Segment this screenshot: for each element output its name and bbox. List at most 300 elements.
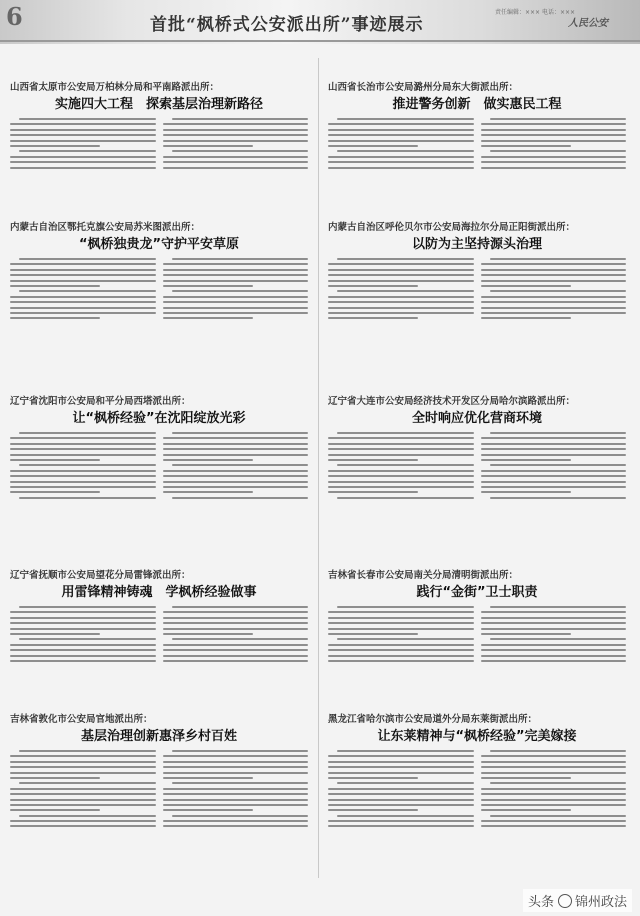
text-line — [481, 633, 571, 635]
text-column — [481, 118, 627, 172]
text-line — [163, 123, 309, 125]
article-headline: 基层治理创新惠泽乡村百姓 — [80, 729, 237, 744]
text-line — [328, 263, 474, 265]
text-line — [163, 274, 309, 276]
text-line — [328, 491, 418, 493]
text-line — [163, 617, 309, 619]
text-line — [328, 611, 474, 613]
text-line — [328, 761, 474, 763]
text-line — [19, 432, 156, 434]
text-column — [481, 606, 627, 665]
text-line — [163, 448, 309, 450]
text-line — [490, 815, 627, 817]
text-line — [481, 481, 627, 483]
text-line — [481, 777, 571, 779]
text-line — [328, 788, 474, 790]
text-line — [328, 269, 474, 271]
text-line — [481, 793, 627, 795]
text-line — [328, 317, 418, 319]
article-5 — [10, 396, 308, 502]
article-3 — [10, 222, 308, 323]
article-body — [328, 432, 626, 502]
text-line — [19, 464, 156, 466]
article-2 — [328, 82, 626, 172]
text-line — [337, 290, 474, 292]
article-1 — [10, 82, 308, 172]
text-line — [481, 161, 627, 163]
text-line — [19, 638, 156, 640]
text-line — [490, 782, 627, 784]
article-body — [328, 118, 626, 172]
text-line — [337, 258, 474, 260]
text-line — [481, 140, 627, 142]
article-kicker: 吉林省长春市公安局南关分局清明街派出所： — [328, 570, 519, 581]
article-body — [10, 258, 308, 323]
text-line — [481, 156, 627, 158]
text-line — [10, 766, 156, 768]
text-line — [481, 622, 627, 624]
text-line — [328, 809, 418, 811]
text-line — [10, 825, 156, 827]
article-9 — [10, 714, 308, 831]
text-line — [172, 432, 309, 434]
text-line — [172, 464, 309, 466]
text-line — [10, 123, 156, 125]
text-line — [481, 280, 627, 282]
text-line — [490, 750, 627, 752]
page-banner — [0, 0, 640, 44]
text-line — [172, 150, 309, 152]
text-line — [490, 290, 627, 292]
text-line — [10, 280, 156, 282]
watermark-platform: 头条 — [527, 895, 554, 910]
watermark-account: 锦州政法 — [574, 895, 627, 910]
article-6 — [328, 396, 626, 502]
text-column — [163, 750, 309, 831]
text-line — [328, 486, 474, 488]
text-column — [163, 432, 309, 502]
text-line — [163, 761, 309, 763]
text-line — [337, 782, 474, 784]
text-line — [163, 140, 309, 142]
text-line — [163, 317, 253, 319]
text-column — [10, 258, 156, 323]
text-line — [328, 448, 474, 450]
text-line — [10, 761, 156, 763]
text-line — [328, 129, 474, 131]
text-line — [163, 475, 309, 477]
text-line — [337, 638, 474, 640]
text-line — [490, 638, 627, 640]
text-line — [328, 470, 474, 472]
text-line — [163, 755, 309, 757]
article-kicker: 内蒙古自治区呼伦贝尔市公安局海拉尔分局正阳街派出所： — [328, 222, 576, 233]
text-line — [163, 167, 309, 169]
text-line — [328, 799, 474, 801]
text-line — [328, 443, 474, 445]
text-line — [328, 793, 474, 795]
text-line — [481, 628, 627, 630]
text-line — [481, 788, 627, 790]
text-line — [10, 793, 156, 795]
banner-meta: 责任编辑：××× 电话：××× — [495, 9, 576, 16]
text-column — [163, 118, 309, 172]
text-line — [481, 804, 627, 806]
text-line — [337, 606, 474, 608]
text-line — [490, 258, 627, 260]
text-line — [328, 156, 474, 158]
text-column — [10, 606, 156, 665]
text-line — [328, 772, 474, 774]
text-line — [481, 269, 627, 271]
text-line — [163, 649, 309, 651]
article-body — [328, 258, 626, 323]
text-line — [481, 437, 627, 439]
text-line — [481, 649, 627, 651]
brand-logo: 人民公安 — [568, 18, 608, 29]
text-line — [163, 145, 253, 147]
text-line — [10, 820, 156, 822]
text-line — [10, 772, 156, 774]
text-line — [328, 475, 474, 477]
text-line — [10, 649, 156, 651]
text-line — [328, 655, 474, 657]
text-line — [10, 622, 156, 624]
article-headline: 实施四大工程 探索基层治理新路径 — [54, 97, 263, 112]
text-line — [337, 815, 474, 817]
text-line — [481, 263, 627, 265]
text-line — [19, 150, 156, 152]
text-line — [481, 475, 627, 477]
text-line — [19, 290, 156, 292]
text-line — [163, 486, 309, 488]
text-line — [481, 655, 627, 657]
text-line — [481, 611, 627, 613]
text-line — [10, 655, 156, 657]
text-line — [10, 459, 100, 461]
article-7 — [10, 570, 308, 665]
text-line — [163, 161, 309, 163]
text-line — [328, 644, 474, 646]
text-line — [163, 269, 309, 271]
text-column — [10, 432, 156, 502]
text-line — [163, 312, 309, 314]
text-line — [163, 454, 309, 456]
text-line — [328, 285, 418, 287]
text-line — [481, 491, 571, 493]
text-line — [481, 660, 627, 662]
text-line — [328, 617, 474, 619]
text-line — [481, 761, 627, 763]
text-line — [10, 804, 156, 806]
article-kicker: 山西省太原市公安局万柏林分局和平南路派出所： — [10, 82, 220, 93]
text-line — [163, 825, 309, 827]
text-line — [328, 766, 474, 768]
text-line — [328, 454, 474, 456]
text-line — [328, 312, 474, 314]
text-line — [481, 167, 627, 169]
text-line — [163, 788, 309, 790]
text-line — [19, 782, 156, 784]
text-line — [10, 274, 156, 276]
banner-rule — [0, 40, 640, 42]
text-line — [10, 140, 156, 142]
text-line — [172, 750, 309, 752]
text-line — [19, 258, 156, 260]
article-kicker: 黑龙江省哈尔滨市公安局道外分局东莱街派出所： — [328, 714, 538, 725]
text-line — [10, 156, 156, 158]
text-line — [328, 140, 474, 142]
text-line — [490, 606, 627, 608]
text-line — [10, 312, 156, 314]
text-line — [328, 167, 474, 169]
text-line — [163, 129, 309, 131]
text-line — [328, 481, 474, 483]
text-line — [481, 129, 627, 131]
text-line — [163, 491, 253, 493]
text-line — [481, 274, 627, 276]
article-body — [10, 118, 308, 172]
text-line — [328, 301, 474, 303]
text-line — [328, 777, 418, 779]
text-line — [163, 481, 309, 483]
text-line — [10, 628, 156, 630]
text-line — [481, 644, 627, 646]
text-line — [481, 617, 627, 619]
article-headline: 推进警务创新 做实惠民工程 — [392, 97, 562, 112]
article-headline: 践行“金街”卫士职责 — [416, 585, 538, 600]
text-column — [163, 606, 309, 665]
text-line — [481, 486, 627, 488]
text-line — [163, 799, 309, 801]
text-line — [481, 134, 627, 136]
text-line — [163, 628, 309, 630]
text-line — [10, 437, 156, 439]
article-headline: 让“枫桥经验”在沈阳绽放光彩 — [72, 411, 246, 426]
account-logo-icon — [558, 894, 572, 908]
text-line — [163, 301, 309, 303]
text-line — [163, 766, 309, 768]
text-column — [10, 750, 156, 831]
text-line — [10, 167, 156, 169]
text-line — [481, 123, 627, 125]
platform-watermark — [523, 889, 632, 912]
text-line — [10, 129, 156, 131]
article-headline: “枫桥独贵龙”守护平安草原 — [78, 237, 240, 252]
text-line — [337, 118, 474, 120]
text-line — [328, 804, 474, 806]
text-line — [163, 622, 309, 624]
text-line — [10, 755, 156, 757]
text-line — [328, 622, 474, 624]
text-line — [337, 464, 474, 466]
article-kicker: 辽宁省抚顺市公安局望花分局雷锋派出所： — [10, 570, 191, 581]
text-line — [328, 274, 474, 276]
text-line — [163, 644, 309, 646]
text-line — [328, 123, 474, 125]
article-8 — [328, 570, 626, 665]
text-line — [10, 454, 156, 456]
text-line — [328, 437, 474, 439]
article-body — [10, 606, 308, 665]
text-column — [328, 606, 474, 665]
text-column — [481, 258, 627, 323]
text-line — [328, 307, 474, 309]
text-line — [328, 660, 474, 662]
text-line — [10, 809, 100, 811]
text-line — [172, 258, 309, 260]
article-4 — [328, 222, 626, 323]
text-line — [172, 606, 309, 608]
text-line — [328, 633, 418, 635]
text-line — [10, 317, 100, 319]
text-line — [481, 454, 627, 456]
text-line — [163, 804, 309, 806]
article-body — [10, 432, 308, 502]
text-line — [172, 290, 309, 292]
text-line — [163, 777, 253, 779]
article-headline: 以防为主坚持源头治理 — [411, 237, 542, 252]
text-line — [163, 820, 309, 822]
text-line — [163, 263, 309, 265]
article-body — [328, 606, 626, 665]
article-body — [328, 750, 626, 831]
text-line — [10, 481, 156, 483]
text-line — [172, 118, 309, 120]
text-line — [10, 443, 156, 445]
text-line — [19, 497, 156, 499]
text-line — [10, 301, 156, 303]
page-title: 首批“枫桥式公安派出所”事迹展示 — [150, 15, 424, 35]
text-line — [481, 825, 627, 827]
text-line — [10, 448, 156, 450]
text-column — [328, 750, 474, 831]
text-line — [10, 470, 156, 472]
text-line — [172, 497, 309, 499]
text-line — [490, 497, 627, 499]
text-column — [10, 118, 156, 172]
article-kicker: 辽宁省沈阳市公安局和平分局西塔派出所： — [10, 396, 191, 407]
text-line — [163, 134, 309, 136]
text-line — [481, 448, 627, 450]
text-line — [337, 497, 474, 499]
text-line — [10, 617, 156, 619]
text-line — [328, 280, 474, 282]
text-column — [163, 258, 309, 323]
text-line — [481, 317, 571, 319]
text-line — [10, 611, 156, 613]
text-line — [163, 285, 253, 287]
text-line — [481, 296, 627, 298]
text-line — [328, 649, 474, 651]
text-line — [163, 443, 309, 445]
text-line — [10, 307, 156, 309]
column-divider — [318, 58, 319, 878]
text-line — [10, 263, 156, 265]
text-column — [328, 432, 474, 502]
text-line — [19, 750, 156, 752]
text-column — [481, 432, 627, 502]
text-line — [481, 755, 627, 757]
text-line — [163, 437, 309, 439]
article-kicker: 山西省长治市公安局潞州分局东大街派出所： — [328, 82, 519, 93]
text-line — [337, 150, 474, 152]
text-line — [337, 432, 474, 434]
text-line — [481, 766, 627, 768]
text-line — [163, 459, 253, 461]
text-line — [10, 491, 100, 493]
article-headline: 全时响应优化营商环境 — [411, 411, 542, 426]
text-line — [328, 161, 474, 163]
text-line — [163, 660, 309, 662]
text-line — [328, 145, 418, 147]
text-line — [19, 606, 156, 608]
article-headline: 用雷锋精神铸魂 学枫桥经验做事 — [61, 585, 257, 600]
text-line — [490, 432, 627, 434]
text-line — [481, 459, 571, 461]
text-line — [328, 134, 474, 136]
text-line — [163, 772, 309, 774]
text-line — [10, 799, 156, 801]
text-line — [328, 755, 474, 757]
text-line — [163, 655, 309, 657]
text-line — [10, 788, 156, 790]
text-line — [10, 134, 156, 136]
text-line — [10, 633, 100, 635]
text-line — [10, 296, 156, 298]
text-line — [481, 443, 627, 445]
text-line — [19, 815, 156, 817]
text-line — [163, 156, 309, 158]
text-line — [172, 638, 309, 640]
text-line — [10, 644, 156, 646]
text-line — [481, 799, 627, 801]
article-body — [10, 750, 308, 831]
text-line — [163, 611, 309, 613]
text-line — [481, 772, 627, 774]
text-line — [172, 782, 309, 784]
text-line — [10, 145, 100, 147]
text-column — [328, 118, 474, 172]
article-kicker: 吉林省敦化市公安局官地派出所： — [10, 714, 153, 725]
text-line — [10, 660, 156, 662]
text-column — [328, 258, 474, 323]
text-line — [481, 312, 627, 314]
text-line — [328, 459, 418, 461]
article-headline: 让东莱精神与“枫桥经验”完美嫁接 — [377, 729, 577, 744]
text-line — [481, 470, 627, 472]
text-line — [328, 296, 474, 298]
text-line — [163, 307, 309, 309]
text-line — [10, 161, 156, 163]
text-line — [490, 150, 627, 152]
text-line — [163, 470, 309, 472]
text-line — [490, 464, 627, 466]
text-column — [481, 750, 627, 831]
text-line — [10, 269, 156, 271]
text-line — [490, 118, 627, 120]
text-line — [163, 280, 309, 282]
text-line — [163, 793, 309, 795]
text-line — [481, 307, 627, 309]
text-line — [481, 285, 571, 287]
text-line — [19, 118, 156, 120]
text-line — [328, 628, 474, 630]
text-line — [172, 815, 309, 817]
article-kicker: 内蒙古自治区鄂托克旗公安局苏米图派出所： — [10, 222, 201, 233]
text-line — [481, 301, 627, 303]
text-line — [10, 777, 100, 779]
